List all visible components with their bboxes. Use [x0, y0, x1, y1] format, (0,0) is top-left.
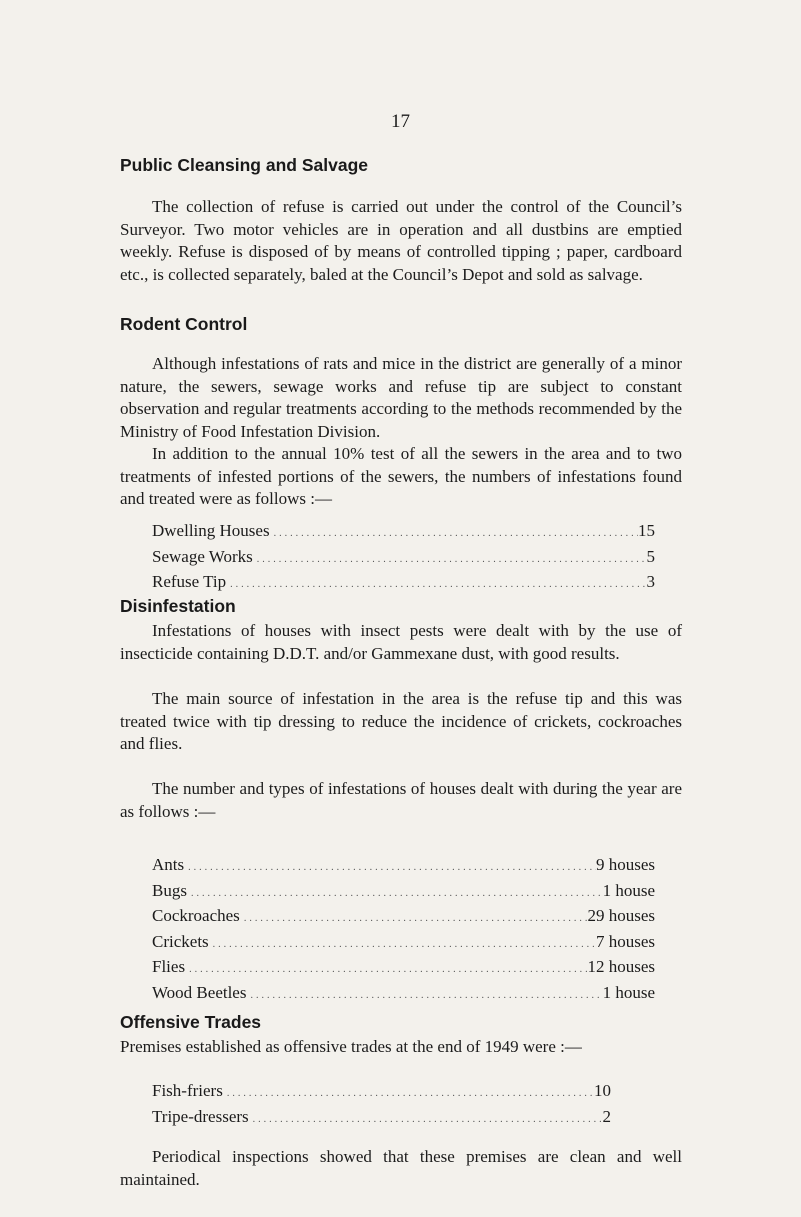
row-label: Ants: [152, 855, 185, 874]
row-label: Wood Beetles: [152, 982, 247, 1002]
heading-disinfestation: Disinfestation: [120, 596, 236, 616]
paragraph-disinfestation-2: The main source of infestation in the area is the refuse tip and this was treated twice with tip dressing to reduce the incidence of crickets, cockroaches and flies.: [120, 689, 682, 753]
leader-dots: [249, 1109, 603, 1132]
row-value: 7 houses: [595, 931, 655, 951]
row-value: 1 house: [602, 982, 655, 1002]
row-label: Crickets: [152, 931, 209, 951]
row-label: Tripe-dressers: [152, 1106, 249, 1126]
row-value: 12 houses: [587, 957, 655, 976]
row-value: 5: [646, 546, 655, 566]
table-row: [152, 931, 655, 957]
table-row: [152, 520, 655, 546]
row-value: 9 houses: [595, 855, 655, 874]
row-value: 1 house: [602, 880, 655, 900]
leader-dots: [187, 883, 603, 906]
row-label: Dwelling Houses: [152, 521, 270, 540]
paragraph-rodent-1: Although infestations of rats and mice in the district are generally of a minor nature, the sewers, sewage works and refuse tip are subject to constant observation and regular treatments according to the methods recommended by the Ministry of Food Infestation Division.: [120, 354, 682, 441]
leader-dots: [209, 934, 596, 957]
row-value: 2: [602, 1106, 611, 1126]
page-number: 17: [391, 111, 410, 132]
row-label: Fish-friers: [152, 1081, 223, 1100]
row-value: 15: [638, 521, 655, 540]
table-row: [152, 571, 655, 597]
insect-infestation-table: [152, 854, 655, 1007]
paragraph-offensive-1: Premises established as offensive trades at the end of 1949 were :—: [120, 1037, 582, 1056]
leader-dots: [185, 959, 587, 982]
table-row: [152, 880, 655, 906]
leader-dots: [184, 857, 596, 880]
leader-dots: [240, 908, 588, 931]
paragraph-disinfestation-3: The number and types of infestations of houses dealt with during the year are as follows :—: [120, 779, 682, 821]
heading-public-cleansing: Public Cleansing and Salvage: [120, 155, 368, 175]
row-label: Refuse Tip: [152, 572, 227, 591]
row-label: Bugs: [152, 880, 187, 900]
table-row: [152, 905, 655, 931]
leader-dots: [226, 574, 646, 597]
leader-dots: [253, 549, 647, 572]
row-value: 3: [646, 572, 655, 591]
heading-rodent-control: Rodent Control: [120, 314, 248, 334]
paragraph-rodent-2: In addition to the annual 10% test of all the sewers in the area and to two treatments of infested portions of the sewers, the numbers of infestations found and treated were as follows :—: [120, 444, 682, 508]
row-label: Sewage Works: [152, 546, 253, 566]
table-row: [152, 1080, 611, 1106]
offensive-trades-table: [152, 1080, 611, 1131]
row-value: 10: [594, 1081, 611, 1100]
leader-dots: [270, 523, 638, 546]
leader-dots: [223, 1083, 594, 1106]
table-row: [152, 982, 655, 1008]
leader-dots: [246, 985, 602, 1008]
rodent-infestation-table: [152, 520, 655, 597]
row-value: 29 houses: [587, 906, 655, 925]
row-label: Flies: [152, 957, 186, 976]
paragraph-disinfestation-1: Infestations of houses with insect pests were dealt with by the use of insecticide containing D.D.T. and/or Gammexane dust, with good results.: [120, 621, 682, 663]
table-row: [152, 956, 655, 982]
paragraph-cleansing: The collection of refuse is carried out under the control of the Council’s Surveyor. Two motor vehicles are in operation and all dustbins are emptied weekly. Refuse is disposed of by means of controlled tipping ; paper, cardboard etc., is collected separately, baled at the Council’s Depot and sold as salvage.: [120, 197, 682, 284]
paragraph-offensive-2: Periodical inspections showed that these premises are clean and well maintained.: [120, 1147, 682, 1189]
table-row: [152, 854, 655, 880]
heading-offensive-trades: Offensive Trades: [120, 1012, 262, 1032]
table-row: [152, 1106, 611, 1132]
row-label: Cockroaches: [152, 906, 240, 925]
table-row: [152, 546, 655, 572]
